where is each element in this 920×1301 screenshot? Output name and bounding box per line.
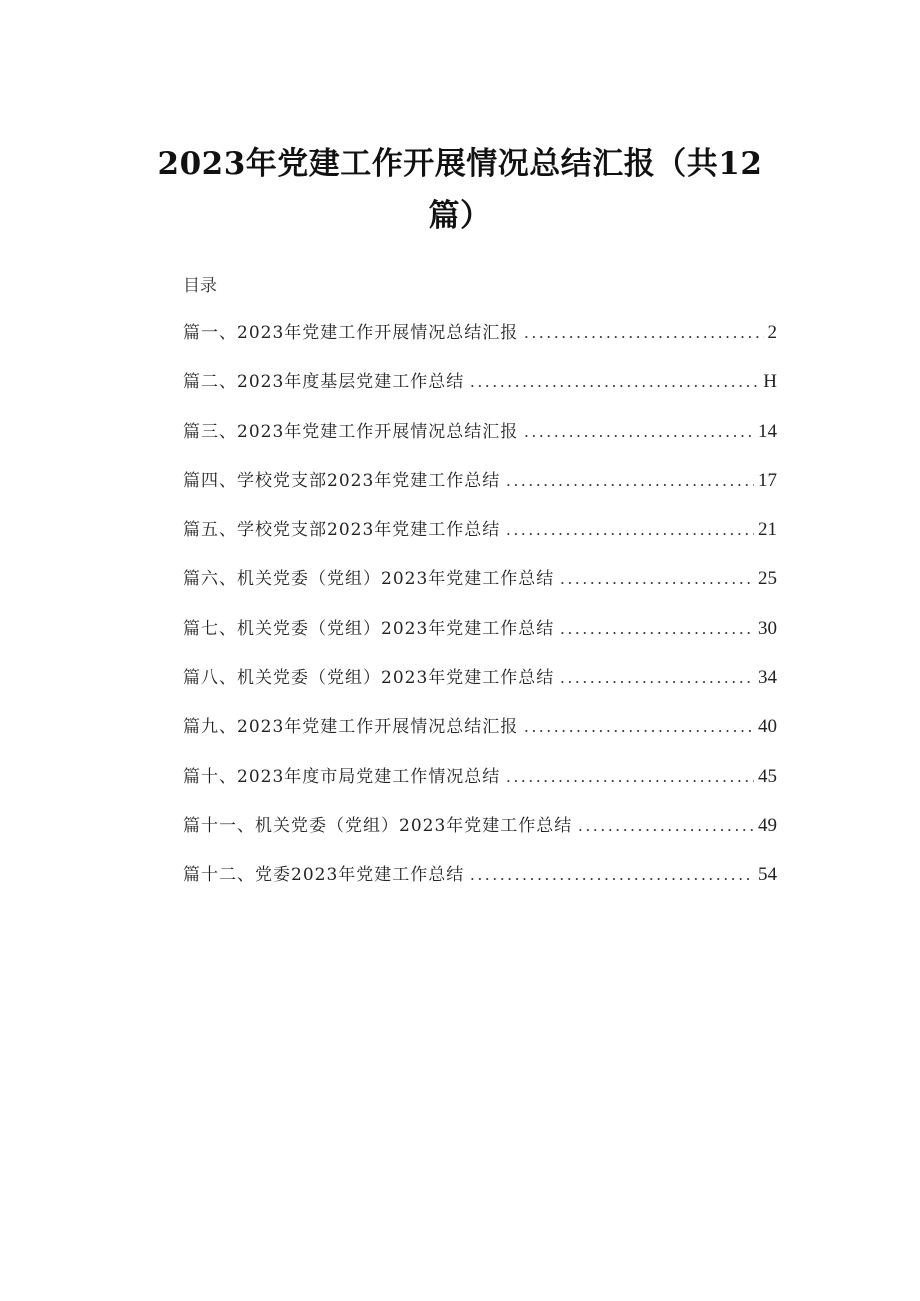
- toc-entry-label: 篇五、学校党支部2023年党建工作总结: [183, 520, 501, 541]
- toc-entry-9[interactable]: [183, 712, 777, 761]
- toc-entry-12[interactable]: [183, 860, 777, 909]
- toc-entry-label: 篇十一、机关党委（党组）2023年党建工作总结: [183, 815, 573, 836]
- toc-leader-dots: [560, 619, 754, 639]
- toc-entry-3[interactable]: [183, 417, 777, 466]
- toc-entry-11[interactable]: [183, 811, 777, 860]
- toc-entry-label: 篇一、2023年党建工作开展情况总结汇报: [183, 323, 519, 343]
- toc-entry-label: 篇三、2023年党建工作开展情况总结汇报: [183, 421, 519, 442]
- toc-entry-10[interactable]: [183, 762, 777, 811]
- toc-leader-dots: [506, 471, 754, 491]
- toc-entry-label: 篇二、2023年度基层党建工作总结: [183, 372, 465, 393]
- toc-entry-page: H: [763, 371, 777, 393]
- toc-leader-dots: [524, 323, 763, 343]
- toc-entry-2[interactable]: [183, 367, 777, 416]
- toc-entry-page: 34: [758, 667, 777, 689]
- toc-entry-page: 54: [758, 864, 777, 886]
- toc-entry-7[interactable]: [183, 614, 777, 663]
- toc-leader-dots: [470, 372, 759, 392]
- toc-leader-dots: [506, 520, 754, 540]
- toc-leader-dots: [524, 717, 754, 737]
- toc-entry-page: 30: [758, 617, 777, 639]
- toc-leader-dots: [470, 865, 754, 885]
- toc-entry-page: 40: [758, 716, 777, 738]
- toc-entry-1[interactable]: [183, 318, 777, 367]
- toc-heading: 目录: [183, 276, 217, 296]
- toc-entry-5[interactable]: [183, 515, 777, 564]
- toc-leader-dots: [506, 767, 754, 787]
- toc-entry-page: 14: [758, 420, 777, 442]
- toc-leader-dots: [578, 816, 754, 836]
- toc-entry-label: 篇十二、党委2023年党建工作总结: [183, 865, 465, 886]
- toc-entry-page: 25: [758, 568, 777, 590]
- document-title: 2023年党建工作开展情况总结汇报（共12篇）: [157, 146, 763, 234]
- toc-entry-page: 21: [758, 519, 777, 541]
- toc-entry-page: 17: [758, 469, 777, 491]
- toc-leader-dots: [524, 422, 754, 442]
- toc-entry-6[interactable]: [183, 564, 777, 613]
- toc-entry-label: 篇九、2023年党建工作开展情况总结汇报: [183, 717, 519, 738]
- table-of-contents: [183, 318, 777, 910]
- toc-leader-dots: [560, 569, 754, 589]
- toc-leader-dots: [560, 668, 754, 688]
- toc-entry-page: 49: [758, 814, 777, 836]
- toc-entry-label: 篇六、机关党委（党组）2023年党建工作总结: [183, 569, 555, 590]
- toc-entry-label: 篇四、学校党支部2023年党建工作总结: [183, 470, 501, 491]
- toc-entry-8[interactable]: [183, 663, 777, 712]
- toc-entry-page: 45: [758, 765, 777, 787]
- toc-entry-page: 2: [767, 322, 777, 343]
- toc-entry-label: 篇十、2023年度市局党建工作情况总结: [183, 766, 501, 787]
- toc-entry-label: 篇七、机关党委（党组）2023年党建工作总结: [183, 618, 555, 639]
- toc-entry-label: 篇八、机关党委（党组）2023年党建工作总结: [183, 668, 555, 689]
- toc-entry-4[interactable]: [183, 466, 777, 515]
